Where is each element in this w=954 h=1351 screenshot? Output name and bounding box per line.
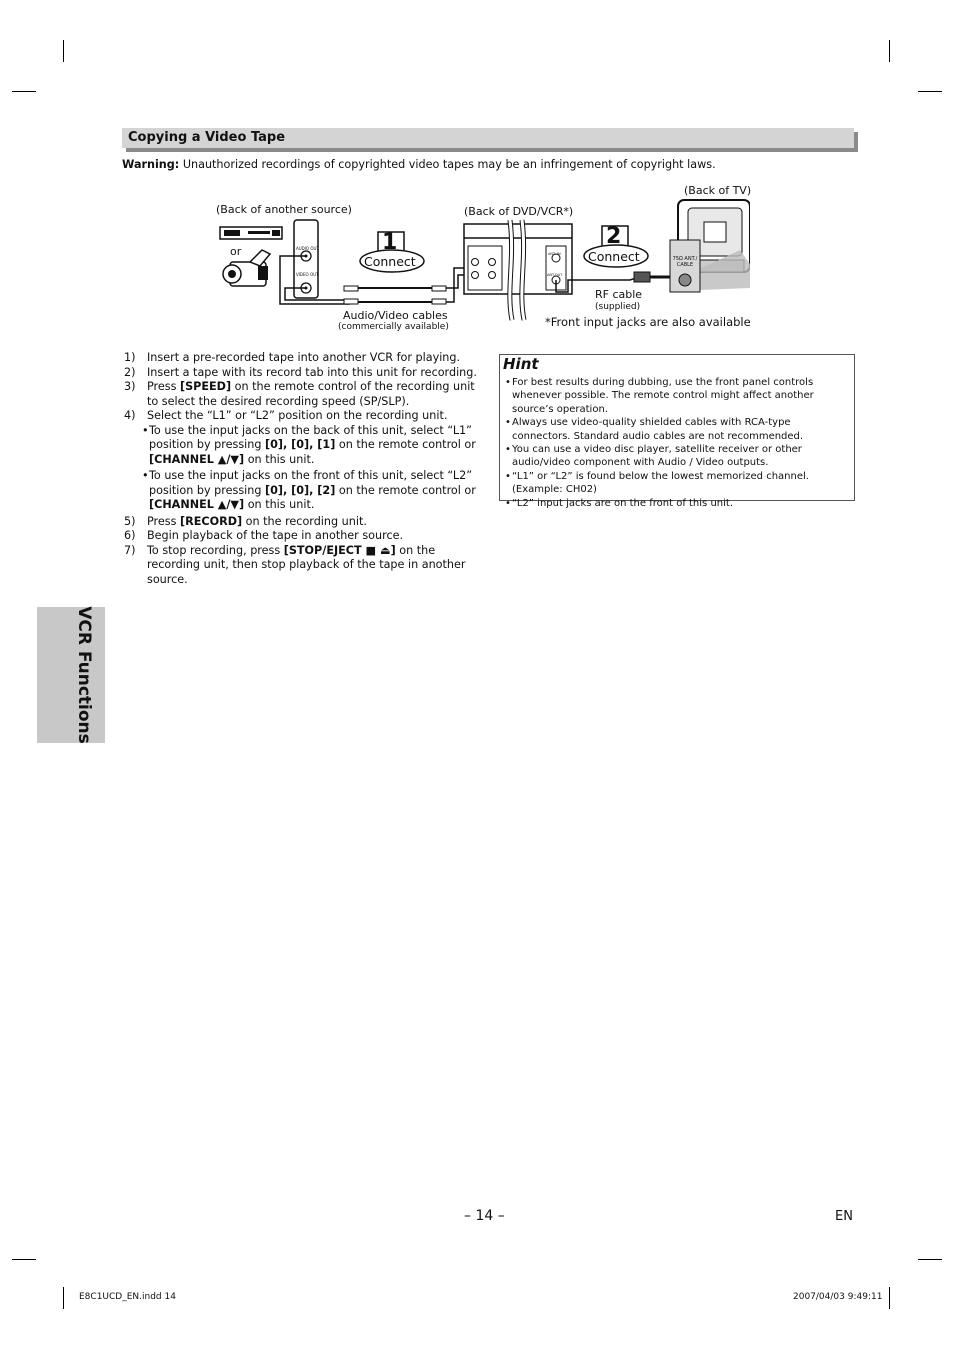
- source-vcr-icon: [220, 227, 282, 239]
- section-heading: [122, 128, 854, 148]
- label-audio-out: AUDIO OUT: [296, 246, 319, 251]
- crop-mark: [63, 1287, 64, 1309]
- label-rf-supplied: (supplied): [595, 302, 641, 312]
- label-ant-out: ANT.OUT: [547, 273, 563, 277]
- step-3: 3) Press [SPEED] on the remote control of the recording unit to select the desired recording speed (SP/SLP).: [124, 380, 475, 408]
- step-2: 2) Insert a tape with its record tab into this unit for recording.: [124, 365, 477, 379]
- source-jack-panel: [294, 220, 318, 298]
- label-video-out: VIDEO OUT: [296, 272, 319, 277]
- side-tab-vcr-functions: [37, 607, 105, 743]
- hint-item: • “L2” input jacks are on the front of this unit.: [505, 497, 733, 509]
- crop-mark: [63, 40, 64, 62]
- label-front-input-note: *Front input jacks are also available: [545, 315, 751, 329]
- step-2-connect-label: Connect: [588, 249, 640, 264]
- crop-mark: [889, 1287, 890, 1309]
- label-rf-cable: RF cable: [595, 288, 643, 301]
- dvd-vcr-rear-panel: [464, 220, 572, 320]
- step-6: 6) Begin playback of the tape in another source.: [124, 529, 404, 542]
- crop-mark: [918, 91, 942, 92]
- tv-icon: [670, 200, 750, 292]
- hint-item: • You can use a video disc player, satellite receiver or other audio/video component with Audio / Video outputs.: [505, 444, 802, 469]
- side-tab-label: VCR Functions: [74, 606, 94, 744]
- label-av-commercial: (commercially available): [338, 322, 449, 332]
- hint-title: Hint: [503, 355, 539, 373]
- label-or: or: [230, 245, 242, 258]
- footer-timestamp: 2007/04/03 9:49:11: [793, 1292, 883, 1302]
- warning-label: Warning:: [122, 158, 180, 171]
- footer-file: E8C1UCD_EN.indd 14: [79, 1292, 176, 1302]
- step-4: 4) Select the “L1” or “L2” position on the recording unit.: [124, 409, 448, 422]
- step-1: 1) Insert a pre-recorded tape into another VCR for playing.: [124, 351, 461, 364]
- crop-mark: [12, 1259, 36, 1260]
- label-back-of-dvd-vcr: (Back of DVD/VCR*): [464, 205, 574, 218]
- page-number: – 14 –: [464, 1208, 505, 1224]
- crop-mark: [12, 91, 36, 92]
- warning-body: Unauthorized recordings of copyrighted video tapes may be an infringement of copyright laws.: [179, 158, 716, 171]
- hint-item: • Always use video-quality shielded cables with RCA-type connectors. Standard audio cables are not recommended.: [505, 417, 804, 442]
- step-7: 7) To stop recording, press [STOP/EJECT ■ ⏏] on the recording unit, then stop playback of the tape in another source.: [124, 543, 466, 586]
- warning-text: [122, 158, 716, 171]
- instruction-steps: [124, 351, 484, 587]
- step-5: 5) Press [RECORD] on the recording unit.: [124, 514, 367, 528]
- step-4-bullet-l2: • To use the input jacks on the front of this unit, select “L2” position by pressing [0], [0], [2] on the remote control or [CHANNEL ▲/▼] on this unit.: [142, 469, 476, 511]
- connection-diagram: [210, 180, 750, 340]
- step-4-bullet-l1: • To use the input jacks on the back of this unit, select “L1” position by pressing [0], [0], [1] on the remote control or [CHANNEL ▲/▼] on this unit.: [142, 423, 476, 466]
- crop-mark: [918, 1259, 942, 1260]
- step-1-connect-label: Connect: [364, 254, 416, 269]
- hint-item: • For best results during dubbing, use the front panel controls whenever possible. The remote control might affect another source’s operation.: [505, 377, 814, 415]
- hint-list: [505, 376, 847, 510]
- section-title: Copying a Video Tape: [128, 130, 286, 145]
- label-ant-in: ANT. IN: [548, 252, 561, 256]
- hint-item: • “L1” or “L2” is found below the lowest memorized channel. (Example: CH02): [505, 470, 809, 496]
- label-back-of-another-source: (Back of another source): [216, 203, 352, 216]
- hint-box: [499, 354, 855, 509]
- step-1-number: 1: [382, 230, 398, 255]
- label-back-of-tv: (Back of TV): [684, 184, 752, 197]
- step-2-number: 2: [606, 224, 622, 249]
- label-av-cables: Audio/Video cables: [343, 309, 448, 322]
- language-code: EN: [835, 1209, 853, 1224]
- label-ant-cable: 75Ω ANT./ CABLE: [672, 256, 698, 268]
- crop-mark: [889, 40, 890, 62]
